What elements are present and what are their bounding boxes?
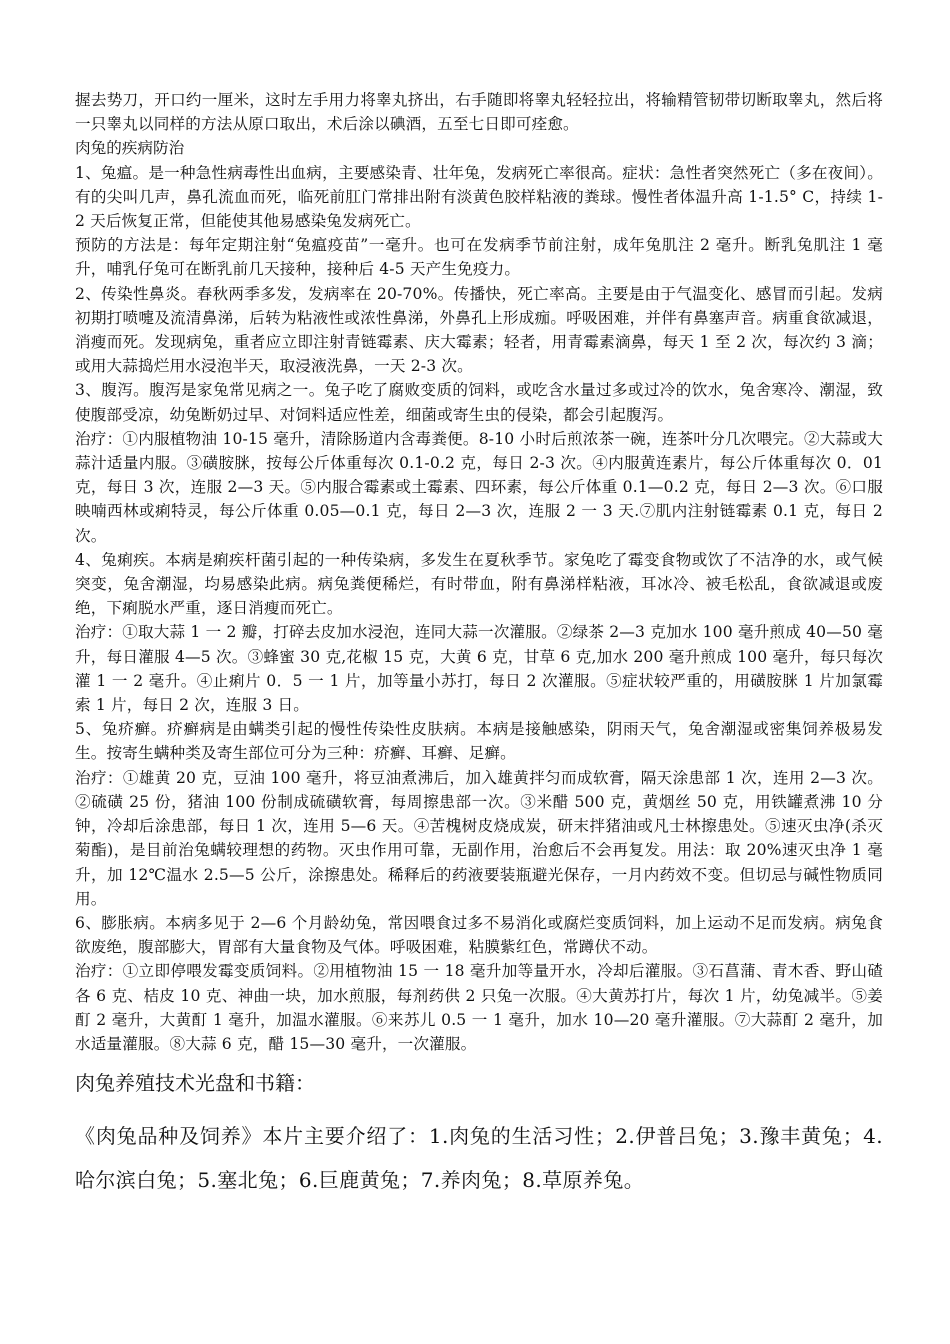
paragraph-bloat: 6、膨胀病。本病多见于 2—6 个月龄幼兔，常因喂食过多不易消化或腐烂变质饲料，加上运动不足而发病。病兔食欲废绝，腹部膨大，胃部有大量食物及气体。呼吸困难，粘膜紫红色，常蹲伏不动。 bbox=[75, 913, 883, 957]
paragraph-diarrhea: 3、腹泻。腹泻是家兔常见病之一。兔子吃了腐败变质的饲料，或吃含水量过多或过冷的饮水，兔舍寒冷、潮湿，致使腹部受凉，幼兔断奶过早、对饲料适应性差，细菌或寄生虫的侵染，都会引起腹泻。 bbox=[75, 381, 883, 424]
paragraph-rhinitis: 2、传染性鼻炎。春秋两季多发，发病率在 20-70%。传播快，死亡率高。主要是由于气温变化、感冒而引起。发病初期打喷嚏及流清鼻涕，后转为粘液性或浓性鼻涕，外鼻孔上形成痂。呼吸困难，并伴有鼻塞声音。病重食欲减退，消瘦而死。发现病兔，重者应立即注射青链霉素、庆大霉素；轻者，用青霉素滴鼻，每天 1 至 2 次，每次约 3 滴；或用大蒜捣烂用水浸泡半天，取浸液洗鼻，一天 2-3 次。 bbox=[75, 284, 883, 376]
paragraph-castration: 握去势刀，开口约一厘米，这时左手用力将睾丸挤出，右手随即将睾丸轻轻拉出，将输精管韧带切断取睾丸，然后将一只睾丸以同样的方法从原口取出，术后涂以碘酒，五至七日即可痊愈。 bbox=[75, 91, 883, 134]
paragraph-dysentery-treatment: 治疗：①取大蒜 1 一 2 瓣，打碎去皮加水浸泡，连同大蒜一次灌服。②绿茶 2—3 克加水 100 毫升煎成 40—50 毫升，每日灌服 4—5 次。③蜂蜜 30 克,花椒 15 克，大黄 6 克，甘草 6 克,加水 200 毫升煎成 100 毫升，每只每次灌 1 一 2 毫升。④止痢片 0．5 一 1 片，加等量小苏打，每日 2 次灌服。⑤症状较严重的，用磺胺脒 1 片加氯霉索 1 片，每日 2 次，连服 3 日。 bbox=[75, 623, 883, 715]
paragraph-bloat-treatment: 治疗：①立即停喂发霉变质饲料。②用植物油 15 一 18 毫升加等量开水，冷却后灌服。③石菖蒲、青木香、野山碴各 6 克、桔皮 10 克、神曲一块，加水煎服，每剂药供 2 只兔一次服。④大黄苏打片，每次 1 片，幼兔减半。⑤姜酊 2 毫升，大黄酊 1 毫升，加温水灌服。⑥来苏儿 0.5 一 1 毫升，加水 10—20 毫升灌服。⑦大蒜酊 2 毫升，加水适量灌服。⑧大蒜 6 克，醋 15—30 毫升，一次灌服。 bbox=[75, 962, 883, 1053]
paragraph-diarrhea-treatment: 治疗：①内服植物油 10-15 毫升，清除肠道内含毒粪便。8-10 小时后煎浓茶一碗，连茶叶分几次喂完。②大蒜或大蒜汁适量内服。③磺胺脒，按每公斤体重每次 0.1-0.2 克，每日 2-3 次。④内服黄连素片，每公斤体重每次 0．01 克，每日 3 次，连服 2—3 天。⑤内服合霉素或土霉素、四环素，每公斤体重 0.1—0.2 克，每日 2—3 次。⑥口服映喃西林或痢特灵，每公斤体重 0.05—0.1 克，每日 2—3 次，连服 2 一 3 天.⑦肌内注射链霉素 0.1 克，每日 2 次。 bbox=[75, 429, 883, 545]
document-page bbox=[75, 88, 883, 1202]
intro-paragraph: 《肉兔品种及饲养》本片主要介绍了：1.肉兔的生活习性；2.伊普吕兔；3.豫丰黄兔；4.哈尔滨白兔；5.塞北兔；6.巨鹿黄兔；7.养肉兔；8.草原养兔。 bbox=[75, 1124, 883, 1193]
paragraph-plague-prevention: 预防的方法是：每年定期注射“兔瘟疫苗”一毫升。也可在发病季节前注射，成年兔肌注 2 毫升。断乳兔肌注 1 毫升，哺乳仔兔可在断乳前几天接种，接种后 4-5 天产生免疫力。 bbox=[75, 236, 883, 279]
paragraph-scabies: 5、兔疥癣。疥癣病是由螨类引起的慢性传染性皮肤病。本病是接触感染，阴雨天气，兔舍潮湿或密集饲养极易发生。按寄生螨种类及寄生部位可分为三种：疥癣、耳癣、足癣。 bbox=[75, 720, 883, 763]
paragraph-rabbit-plague: 1、兔瘟。是一种急性病毒性出血病，主要感染青、壮年兔，发病死亡率很高。症状：急性者突然死亡（多在夜间）。有的尖叫几声，鼻孔流血而死，临死前肛门常排出附有淡黄色胶样粘液的粪球。慢性者体温升高 1-1.5° C，持续 1-2 天后恢复正常，但能使其他易感染兔发病死亡。 bbox=[75, 163, 883, 231]
paragraph-dysentery: 4、兔痢疾。本病是痢疾杆菌引起的一种传染病，多发生在夏秋季节。家兔吃了霉变食物或饮了不洁净的水，或气候突变，兔舍潮湿，均易感染此病。病兔粪便稀烂，有时带血，附有鼻涕样粘液，耳冰冷、被毛松乱，食欲减退或废绝，下痢脱水严重，逐日消瘦而死亡。 bbox=[75, 550, 883, 618]
heading-disease-prevention: 肉兔的疾病防治 bbox=[75, 139, 185, 158]
section-title-media-books: 肉兔养殖技术光盘和书籍： bbox=[75, 1071, 315, 1096]
paragraph-scabies-treatment: 治疗：①雄黄 20 克，豆油 100 毫升，将豆油煮沸后，加入雄黄拌匀而成软膏，隔天涂患部 1 次，连用 2—3 次。②硫磺 25 份，猪油 100 份制成硫磺软膏，每周擦患部一次。③米醋 500 克，黄烟丝 50 克，用铁罐煮沸 10 分钟，冷却后涂患部，每日 1 次，连用 5—6 天。④苦槐树皮烧成炭，研末拌猪油或凡士林擦患处。⑤速灭虫净(杀灭菊酯)，是目前治兔螨较理想的药物。灭虫作用可靠，无副作用，治愈后不会再复发。用法：取 20%速灭虫净 1 毫升，加 12℃温水 2.5—5 公斤，涂擦患处。稀释后的药液要装瓶避光保存，一月内药效不变。但切忌与碱性物质同用。 bbox=[75, 768, 883, 908]
